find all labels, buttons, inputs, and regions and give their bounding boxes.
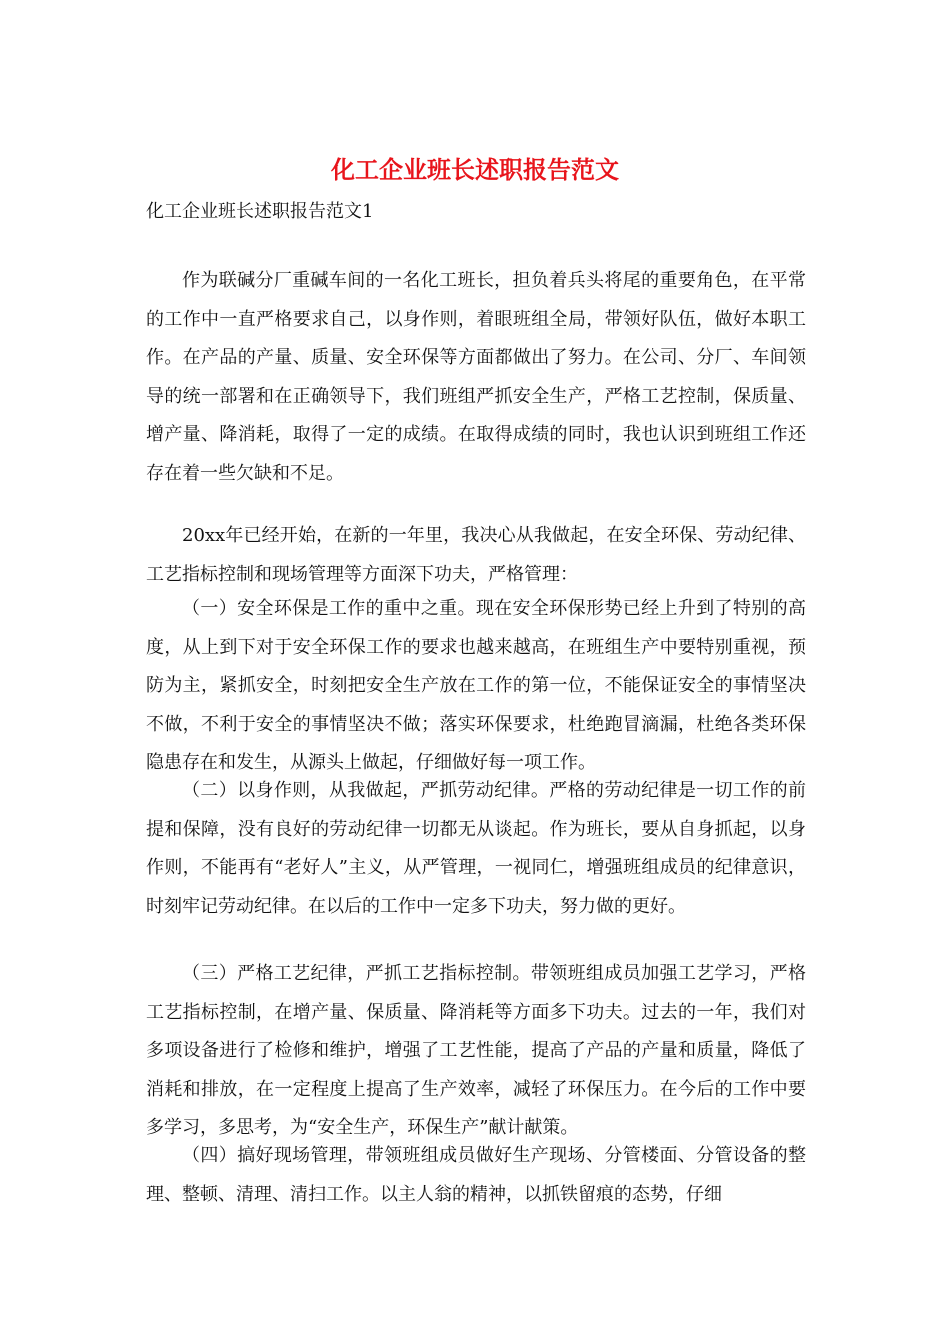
document-title: 化工企业班长述职报告范文 [331,155,619,184]
document-subtitle: 化工企业班长述职报告范文1 [146,201,374,222]
paragraph-intro: 作为联碱分厂重碱车间的一名化工班长，担负着兵头将尾的重要角色，在平常的工作中一直严格要求自己，以身作则，着眼班组全局，带领好队伍，做好本职工作。在产品的产量、质量、安全环保等方面都做出了努力。在公司、分厂、车间领导的统一部署和在正确领导下，我们班组严抓安全生产，严格工艺控制，保质量、增产量、降消耗，取得了一定的成绩。在取得成绩的同时，我也认识到班组工作还存在着一些欠缺和不足。 [146,270,806,484]
paragraph-item-1: （一）安全环保是工作的重中之重。现在安全环保形势已经上升到了特别的高度，从上到下对于安全环保工作的要求也越来越高，在班组生产中要特别重视，预防为主，紧抓安全，时刻把安全生产放在工作的第一位，不能保证安全的事情坚决不做，不利于安全的事情坚决不做；落实环保要求，杜绝跑冒滴漏，杜绝各类环保隐患存在和发生，从源头上做起，仔细做好每一项工作。 [146,598,806,773]
paragraph-item-3: （三）严格工艺纪律，严抓工艺指标控制。带领班组成员加强工艺学习，严格工艺指标控制，在增产量、保质量、降消耗等方面多下功夫。过去的一年，我们对多项设备进行了检修和维护，增强了工艺性能，提高了产品的产量和质量，降低了消耗和排放，在一定程度上提高了生产效率，减轻了环保压力。在今后的工作中要多学习，多思考，为“安全生产，环保生产”献计献策。 [146,963,806,1138]
paragraph-plan: 20xx年已经开始，在新的一年里，我决心从我做起，在安全环保、劳动纪律、工艺指标控制和现场管理等方面深下功夫，严格管理： [146,525,806,585]
paragraph-item-2: （二）以身作则，从我做起，严抓劳动纪律。严格的劳动纪律是一切工作的前提和保障，没有良好的劳动纪律一切都无从谈起。作为班长，要从自身抓起，以身作则，不能再有“老好人”主义，从严管理，一视同仁，增强班组成员的纪律意识，时刻牢记劳动纪律。在以后的工作中一定多下功夫，努力做的更好。 [146,780,806,917]
paragraph-item-4: （四）搞好现场管理，带领班组成员做好生产现场、分管楼面、分管设备的整理、整顿、清理、清扫工作。以主人翁的精神，以抓铁留痕的态势，仔细 [146,1145,806,1205]
